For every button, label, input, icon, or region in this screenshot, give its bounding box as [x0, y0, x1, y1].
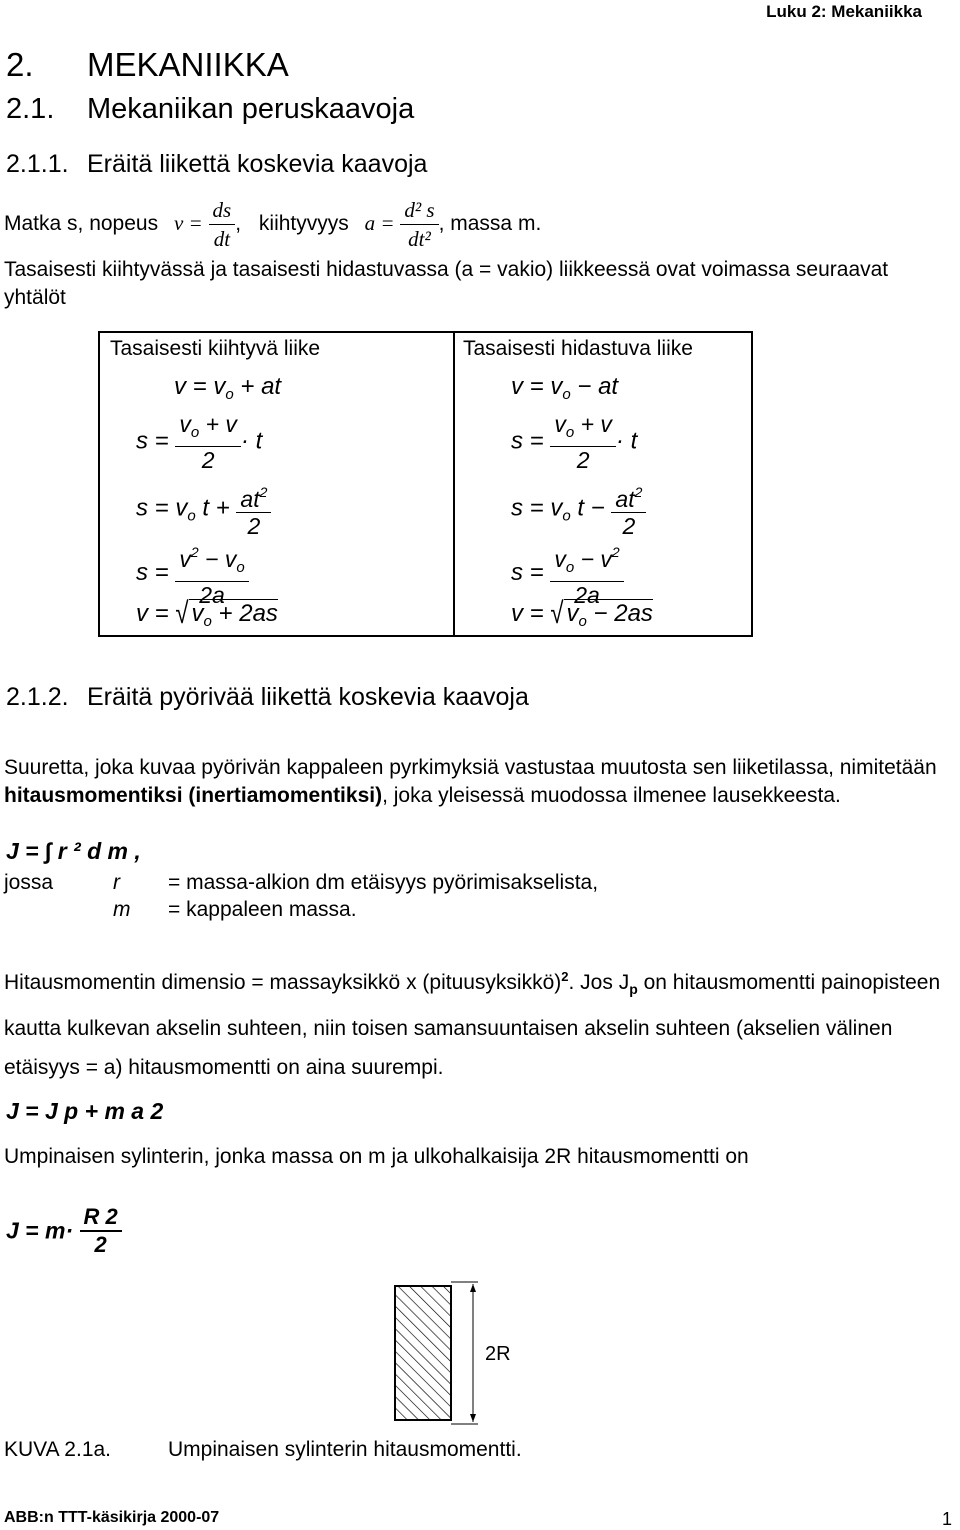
subsection-heading-1 — [6, 150, 427, 179]
velocity-fraction: $\frac{ds}{dt}$ — [209, 196, 236, 253]
cylinder-cross-section — [395, 1286, 451, 1420]
figure-caption-number: KUVA 2.1a. — [4, 1438, 112, 1461]
eq-b5: v = √ $v_o - 2as$ — [511, 596, 653, 631]
def-r-symbol: r — [113, 871, 120, 894]
section-title: Mekaniikan peruskaavoja — [87, 93, 415, 125]
figure-caption-text: Umpinaisen sylinterin hitausmomentti. — [168, 1438, 522, 1461]
def-m-text: = kappaleen massa. — [168, 898, 357, 921]
paragraph-3: Hitausmomentin dimensio = massayksikkö x (pituusyksikkö)$^2$. Jos $J_p$ on hitausmomentti painopisteen kautta kulkevan akselin suhteen, niin toisen samansuuntaisen akselin suhteen (akselien välinen etäisyys = a) hitausmomentti on aina suurempi. — [4, 969, 941, 1080]
eq-b3: $s = v_o$ t − $\frac{at^2}{2}$ — [511, 479, 646, 539]
intro-text-3: , massa m. — [438, 212, 542, 236]
cylinder-figure — [380, 1280, 550, 1430]
formula-cylinder: J = m· $\frac{R 2}{2}$ — [6, 1204, 122, 1258]
section-heading — [6, 93, 414, 126]
section-number: 2.1. — [6, 93, 55, 125]
chapter-heading — [6, 46, 289, 84]
eq-b1: $v = v_o$ − at — [511, 373, 619, 403]
formula-table — [98, 331, 753, 637]
chapter-number: 2. — [6, 46, 34, 83]
subsection-title: Eräitä liikettä koskevia kaavoja — [87, 150, 428, 178]
eq-a1: $v = v_o$ + at — [174, 373, 282, 403]
velocity-symbol: v = — [173, 211, 203, 236]
def-m-symbol: m — [113, 898, 131, 921]
accelerating-column — [100, 333, 455, 635]
formula-inertia: J = ∫ r ² d m , — [6, 838, 141, 864]
eq-b2: s = $\frac{v_o + v}{2}$ · t — [511, 411, 638, 473]
subsection-title-2: Eräitä pyörivää liikettä koskevia kaavoja — [87, 683, 529, 711]
eq-a5: v = √ $v_o + 2as$ — [136, 596, 278, 631]
paragraph-4: Umpinaisen sylinterin, jonka massa on m ja ulkohalkaisija 2R hitausmomentti on — [4, 1145, 749, 1168]
paragraph-1: Tasaisesti kiihtyvässä ja tasaisesti hidastuvassa (a = vakio) liikkeessä ovat voimassa seuraavat yhtälöt — [4, 258, 889, 309]
running-head: Luku 2: Mekaniikka — [766, 2, 922, 21]
eq-a4: s = $\frac{v^2 - v_o}{2a}$ — [136, 539, 249, 608]
subsection-number: 2.1.1. — [6, 150, 69, 178]
intro-text-1: Matka s, nopeus — [4, 212, 159, 236]
subsection-number-2: 2.1.2. — [6, 683, 69, 711]
decelerating-column — [455, 333, 751, 635]
jossa-label: jossa — [4, 871, 54, 894]
col2-heading: Tasaisesti hidastuva liike — [463, 337, 693, 360]
paragraph-2: Suuretta, joka kuvaa pyörivän kappaleen pyrkimyksiä vastustaa muutosta sen liiketilassa, nimitetään hitausmomentiksi (inertiamomentiksi), joka yleisessä muodossa ilmenee lausekkeesta. — [4, 756, 937, 807]
def-r-text: = massa-alkion dm etäisyys pyörimisakselista, — [168, 871, 599, 894]
arrow-down-icon — [470, 1414, 476, 1422]
page-number: 1 — [941, 1509, 952, 1529]
highlight-term: hitausmomentiksi (inertiamomentiksi) — [4, 784, 383, 807]
dimension-label: 2R — [485, 1343, 511, 1365]
intro-text-2: kiihtyvyys — [258, 212, 349, 236]
intro-line: Matka s, nopeus v = $\frac{ds}{dt}$ , kiihtyvyys a = $\frac{\text{d² s}}{\text{dt²}}$ , massa m. — [4, 198, 542, 251]
subsection-heading-2 — [6, 683, 529, 712]
eq-b4: s = $\frac{v_o - v^2}{2a}$ — [511, 539, 624, 608]
acceleration-symbol: a = — [364, 211, 395, 236]
footer: ABB:n TTT-käsikirja 2000-07 — [4, 1509, 220, 1526]
chapter-title: MEKANIIKKA — [87, 46, 289, 83]
acceleration-fraction: $\frac{\text{d² s}}{\text{dt²}}$ — [400, 196, 438, 253]
formula-steiner: J = J p + m a 2 — [6, 1098, 164, 1124]
eq-a2: s = $\frac{v_o + v}{2}$ · t — [136, 411, 263, 473]
col1-heading: Tasaisesti kiihtyvä liike — [110, 337, 321, 360]
arrow-up-icon — [470, 1284, 476, 1292]
eq-a3: $s = v_o$ t + $\frac{at^2}{2}$ — [136, 479, 271, 539]
